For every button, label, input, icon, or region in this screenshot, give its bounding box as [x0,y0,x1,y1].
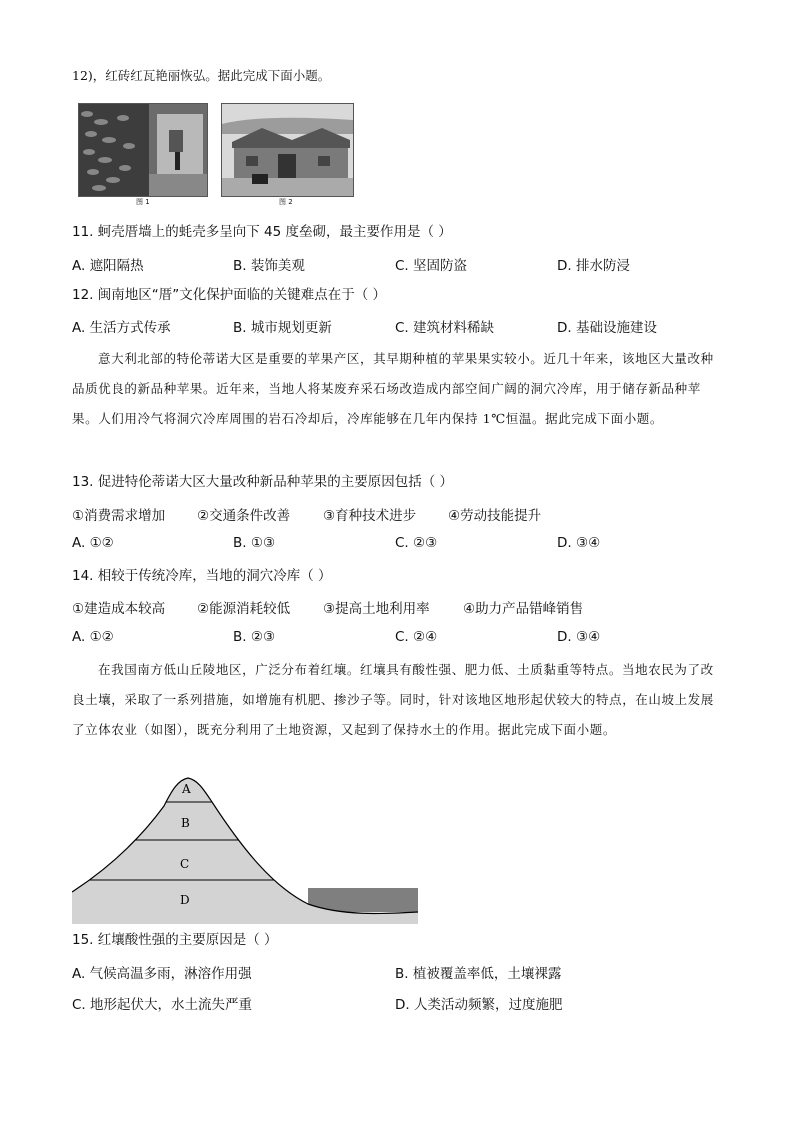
red-brick-house-photo [221,103,354,197]
fig1-caption: 图 1 [136,198,150,206]
q13-stem: 13. 促进特伦蒂诺大区大量改种新品种苹果的主要原因包括（ ） [72,474,454,490]
q15-option-c[interactable]: C. 地形起伏大，水土流失严重 [72,997,253,1013]
zone-label-c: C [180,857,190,871]
q12-option-d[interactable]: D. 基础设施建设 [557,320,657,336]
q13-item-4: ④劳动技能提升 [448,508,542,524]
q14-item-1: ①建造成本较高 [72,601,166,617]
oyster-wall-photo [78,103,208,197]
zone-label-d: D [180,893,190,907]
q14-item-2: ②能源消耗较低 [197,601,291,617]
passage-red-soil: 在我国南方低山丘陵地区，广泛分布着红壤。红壤具有酸性强、肥力低、土质黏重等特点。当地农民为了改良土壤，采取了一系列措施，如增施有机肥、掺沙子等。同时，针对该地区地形起伏较大的特点，在山坡上发展了立体农业（如图），既充分利用了土地资源，又起到了保持水土的作用。据此完成下面小题。 [72,662,714,737]
zone-label-b: B [181,816,190,830]
q12-option-b[interactable]: B. 城市规划更新 [233,320,332,336]
q15-option-a[interactable]: A. 气候高温多雨，淋溶作用强 [72,966,252,982]
q14-item-4: ④助力产品错峰销售 [463,601,584,617]
q12-option-a[interactable]: A. 生活方式传承 [72,320,171,336]
q11-option-d[interactable]: D. 排水防浸 [557,258,630,274]
q12-option-c[interactable]: C. 建筑材料稀缺 [395,320,495,336]
q11-option-b[interactable]: B. 装饰美观 [233,258,305,274]
passage-apple-cave: 意大利北部的特伦蒂诺大区是重要的苹果产区，其早期种植的苹果果实较小。近几十年来，该地区大量改种品质优良的新品种苹果。近年来，当地人将某废弃采石场改造成内部空间广阔的洞穴冷库，用于储存新品种苹果。人们用冷气将洞穴冷库周围的岩石冷却后，冷库能够在几年内保持 1℃恒温。据此完成下面小题。 [72,351,714,426]
q14-item-3: ③提高土地利用率 [323,601,430,617]
q11-option-c[interactable]: C. 坚固防盗 [395,258,468,274]
q15-option-b[interactable]: B. 植被覆盖率低，土壤裸露 [395,966,562,982]
q13-option-c[interactable]: C. ②③ [395,535,438,551]
q14-option-d[interactable]: D. ③④ [557,629,601,645]
q15-stem: 15. 红壤酸性强的主要原因是（ ） [72,932,278,948]
q12-stem: 12. 闽南地区“厝”文化保护面临的关键难点在于（ ） [72,287,387,303]
q13-item-3: ③育种技术进步 [323,508,417,524]
q13-item-1: ①消费需求增加 [72,508,166,524]
q15-option-d[interactable]: D. 人类活动频繁，过度施肥 [395,997,563,1013]
q13-option-b[interactable]: B. ①③ [233,535,276,551]
q14-option-b[interactable]: B. ②③ [233,629,276,645]
q14-option-a[interactable]: A. ①② [72,629,114,645]
q14-stem: 14. 相较于传统冷库，当地的洞穴冷库（ ） [72,568,332,584]
q14-option-c[interactable]: C. ②④ [395,629,438,645]
passage-intro-line: 12)，红砖红瓦艳丽恢弘。据此完成下面小题。 [72,68,331,83]
q13-item-2: ②交通条件改善 [197,508,291,524]
hillside-zonation-diagram [72,776,420,926]
q13-option-a[interactable]: A. ①② [72,535,114,551]
q11-option-a[interactable]: A. 遮阳隔热 [72,258,144,274]
zone-label-a: A [182,782,191,796]
q13-option-d[interactable]: D. ③④ [557,535,601,551]
fig2-caption: 图 2 [279,198,293,206]
q11-stem: 11. 蚵壳厝墙上的蚝壳多呈向下 45 度垒砌，最主要作用是（ ） [72,224,452,240]
